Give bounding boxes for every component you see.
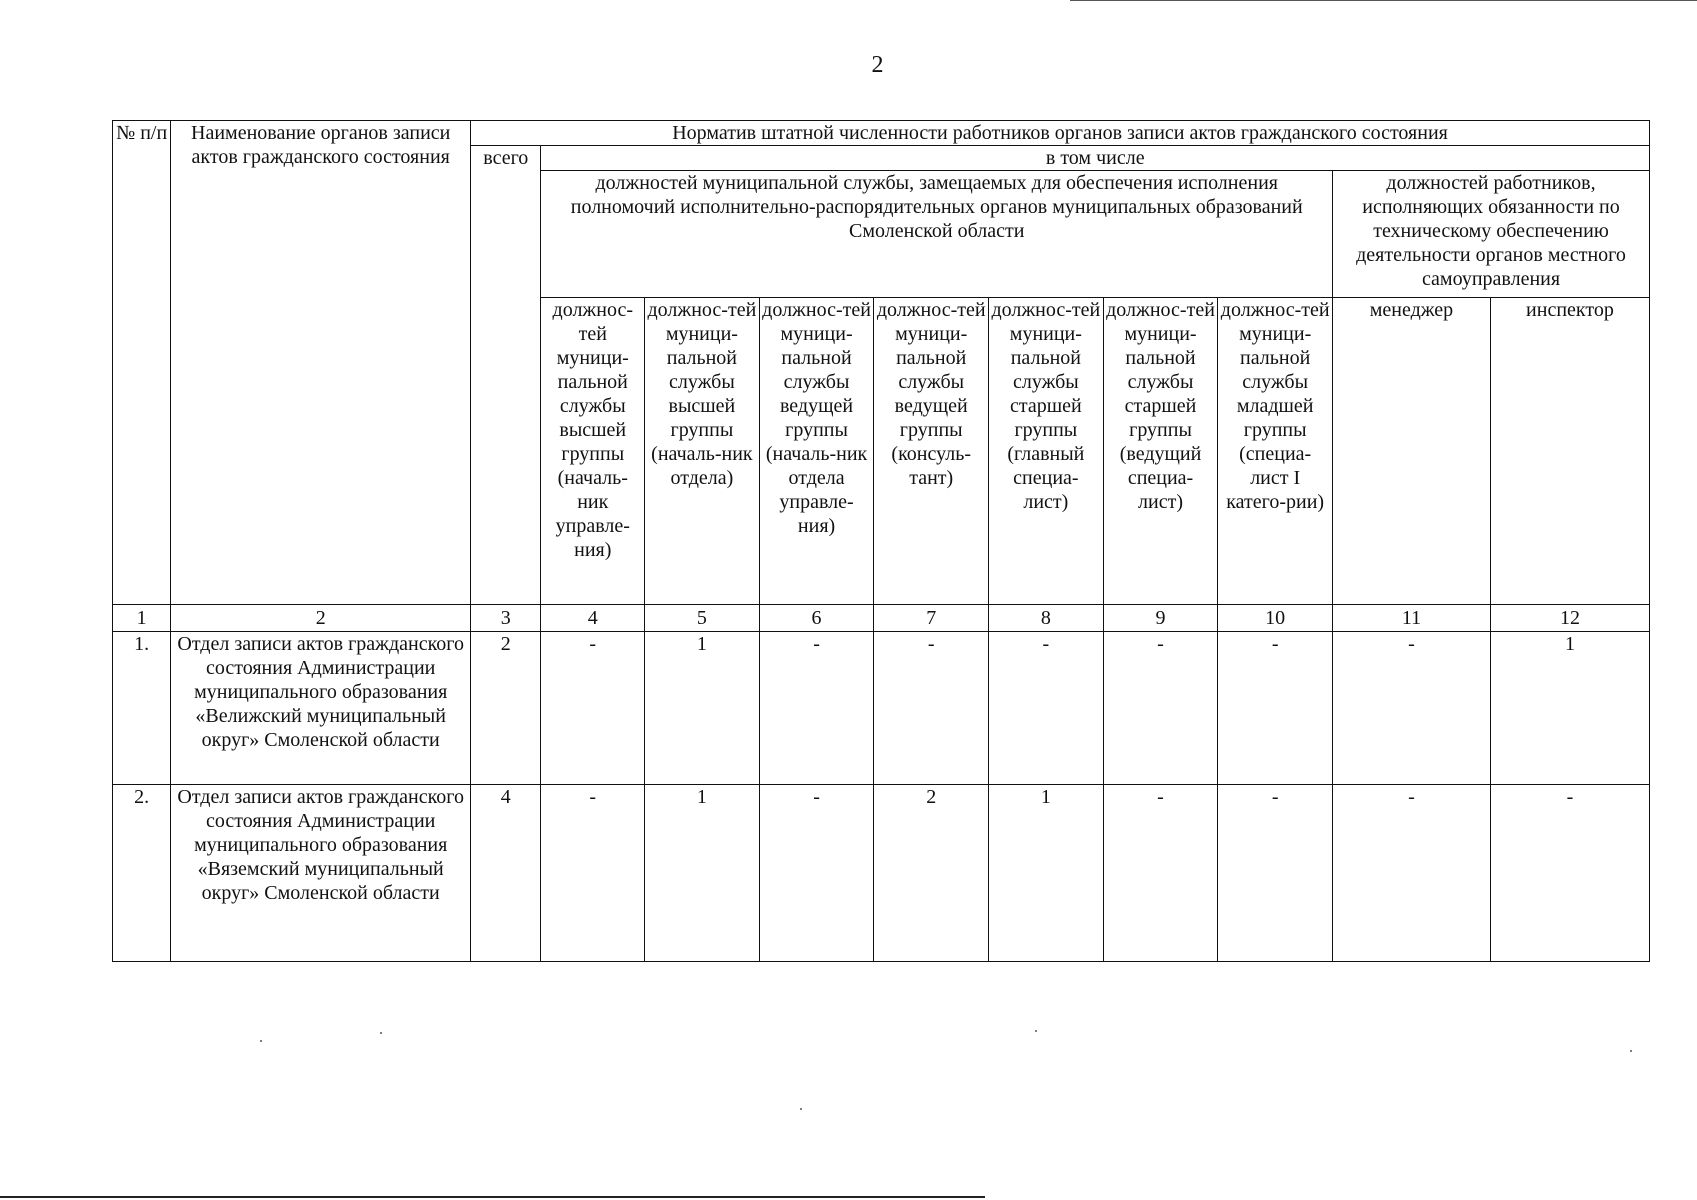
scan-speck: [1035, 1030, 1037, 1032]
row-value: -: [1218, 632, 1333, 785]
column-number: 8: [989, 605, 1104, 632]
row-value: -: [759, 632, 874, 785]
row-value: -: [541, 785, 645, 962]
header-technical-group: должностей работников, исполняющих обязанности по техническому обеспечению деятельности органов местного самоуправления: [1333, 171, 1650, 298]
row-number: 1.: [113, 632, 171, 785]
row-value: 2: [874, 785, 989, 962]
row-value: 2: [471, 632, 541, 785]
row-value: -: [989, 632, 1104, 785]
column-number: 5: [645, 605, 760, 632]
position-header-manager: менеджер: [1333, 298, 1491, 605]
column-number: 3: [471, 605, 541, 632]
row-value: -: [1333, 632, 1491, 785]
row-value: 1: [645, 785, 760, 962]
scan-speck: [260, 1040, 262, 1042]
position-header: должнос-тей муници-пальной службы высшей группы (началь-ник отдела): [645, 298, 760, 605]
position-header: должнос-тей муници-пальной службы старшей группы (главный специа-лист): [989, 298, 1104, 605]
row-organ-name: Отдел записи актов гражданского состояния Администрации муниципального образования «Велижский муниципальный округ» Смоленской области: [171, 632, 471, 785]
position-header: должнос-тей муници-пальной службы старшей группы (ведущий специа-лист): [1103, 298, 1218, 605]
column-number: 7: [874, 605, 989, 632]
row-value: 1: [989, 785, 1104, 962]
row-value: -: [874, 632, 989, 785]
header-row-1: [113, 121, 1650, 146]
scan-edge-top: [1070, 0, 1697, 1]
row-value: 4: [471, 785, 541, 962]
position-header: должнос-тей муници-пальной службы ведущей группы (консуль-тант): [874, 298, 989, 605]
header-norm-title: Норматив штатной численности работников органов записи актов гражданского состояния: [471, 121, 1650, 146]
row-value: 1: [645, 632, 760, 785]
scan-speck: [800, 1108, 802, 1110]
row-value: 1: [1490, 632, 1649, 785]
row-value: -: [541, 632, 645, 785]
page-number: 2: [871, 52, 884, 78]
header-total: всего: [471, 146, 541, 605]
scan-speck: [1630, 1050, 1632, 1052]
column-number-row: [113, 605, 1650, 632]
column-number: 2: [171, 605, 471, 632]
column-number: 11: [1333, 605, 1491, 632]
position-header-inspector: инспектор: [1490, 298, 1649, 605]
column-number: 10: [1218, 605, 1333, 632]
row-number: 2.: [113, 785, 171, 962]
row-value: -: [1103, 785, 1218, 962]
scan-edge-bottom: [0, 1196, 985, 1198]
header-col-name: Наименование органов записи актов гражданского состояния: [171, 121, 471, 605]
row-organ-name: Отдел записи актов гражданского состояния Администрации муниципального образования «Вяземский муниципальный округ» Смоленской области: [171, 785, 471, 962]
column-number: 1: [113, 605, 171, 632]
row-value: -: [1218, 785, 1333, 962]
table-row: [113, 785, 1650, 962]
header-including: в том числе: [541, 146, 1650, 171]
row-value: -: [759, 785, 874, 962]
row-value: -: [1103, 632, 1218, 785]
row-value: -: [1333, 785, 1491, 962]
scan-speck: [380, 1032, 382, 1034]
column-number: 4: [541, 605, 645, 632]
position-header: должнос-тей муници-пальной службы высшей группы (началь-ник управле-ния): [541, 298, 645, 605]
position-header: должнос-тей муници-пальной службы младшей группы (специа-лист I катего-рии): [1218, 298, 1333, 605]
row-value: -: [1490, 785, 1649, 962]
column-number: 12: [1490, 605, 1649, 632]
header-municipal-group: должностей муниципальной службы, замещаемых для обеспечения исполнения полномочий исполнительно-распорядительных органов муниципальных образований Смоленской области: [541, 171, 1333, 298]
column-number: 6: [759, 605, 874, 632]
header-col-no: № п/п: [113, 121, 171, 605]
position-header: должнос-тей муници-пальной службы ведущей группы (началь-ник отдела управле-ния): [759, 298, 874, 605]
staffing-norm-table: [112, 120, 1650, 962]
column-number: 9: [1103, 605, 1218, 632]
table-row: [113, 632, 1650, 785]
